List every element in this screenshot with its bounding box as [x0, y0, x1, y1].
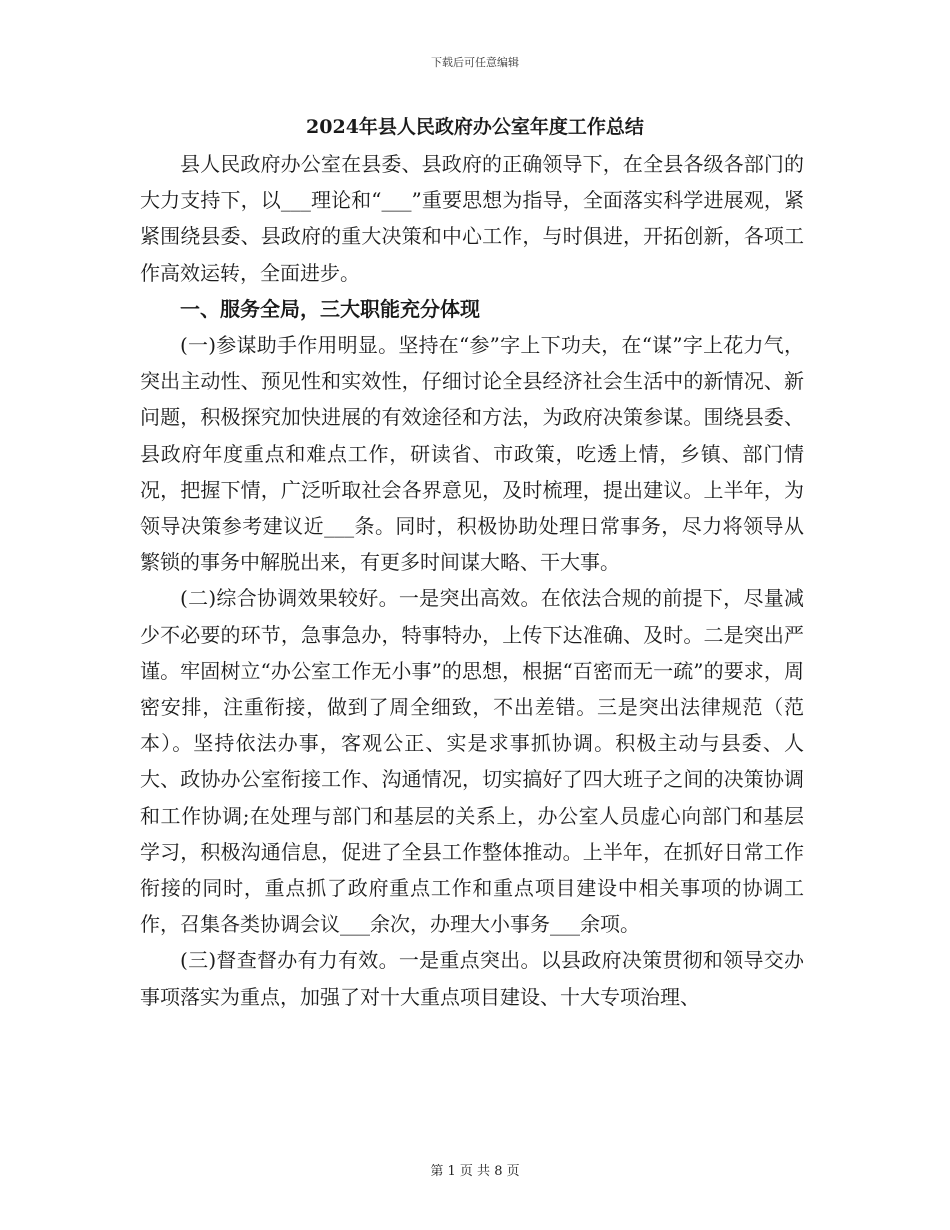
page-header-note: 下载后可任意编辑: [431, 56, 519, 69]
document-body: [140, 146, 804, 1015]
section-heading-1: 一、服务全局，三大职能充分体现: [180, 296, 480, 321]
paragraph-supervision: (三)督查督办有力有效。一是重点突出。以县政府决策贯彻和领导交办事项落实为重点，加强了对十大重点项目建设、十大专项治理、: [140, 948, 804, 1009]
paragraph-advisory: (一)参谋助手作用明显。坚持在“参”字上下功夫，在“谋”字上花力气，突出主动性、预见性和实效性，仔细讨论全县经济社会生活中的新情况、新问题，积极探究加快进展的有效途径和方法，为政府决策参谋。围绕县委、县政府年度重点和难点工作，研读省、市政策，吃透上情，乡镇、部门情况，把握下情，广泛听取社会各界意见，及时梳理，提出建议。上半年，为领导决策参考建议近___条。同时，积极协助处理日常事务，尽力将领导从繁锁的事务中解脱出来，有更多时间谋大略、干大事。: [140, 333, 804, 575]
page-number-footer: 第 1 页 共 8 页: [430, 1164, 520, 1179]
paragraph-intro: 县人民政府办公室在县委、县政府的正确领导下，在全县各级各部门的大力支持下，以___理论和“___”重要思想为指导，全面落实科学进展观，紧紧围绕县委、县政府的重大决策和中心工作，与时俱进，开拓创新，各项工作高效运转，全面进步。: [140, 152, 804, 285]
document-title: 2024年县人民政府办公室年度工作总结: [306, 116, 644, 138]
paragraph-coordination: (二)综合协调效果较好。一是突出高效。在依法合规的前提下，尽量减少不必要的环节，急事急办，特事特办，上传下达准确、及时。二是突出严谨。牢固树立“办公室工作无小事”的思想，根据“百密而无一疏”的要求，周密安排，注重衔接，做到了周全细致，不出差错。三是突出法律规范（范本）。坚持依法办事，客观公正、实是求事抓协调。积极主动与县委、人大、政协办公室衔接工作、沟通情况，切实搞好了四大班子之间的决策协调和工作协调;在处理与部门和基层的关系上，办公室人员虚心向部门和基层学习，积极沟通信息，促进了全县工作整体推动。上半年，在抓好日常工作衔接的同时，重点抓了政府重点工作和重点项目建设中相关事项的协调工作，召集各类协调会议___余次，办理大小事务___余项。: [140, 586, 804, 937]
